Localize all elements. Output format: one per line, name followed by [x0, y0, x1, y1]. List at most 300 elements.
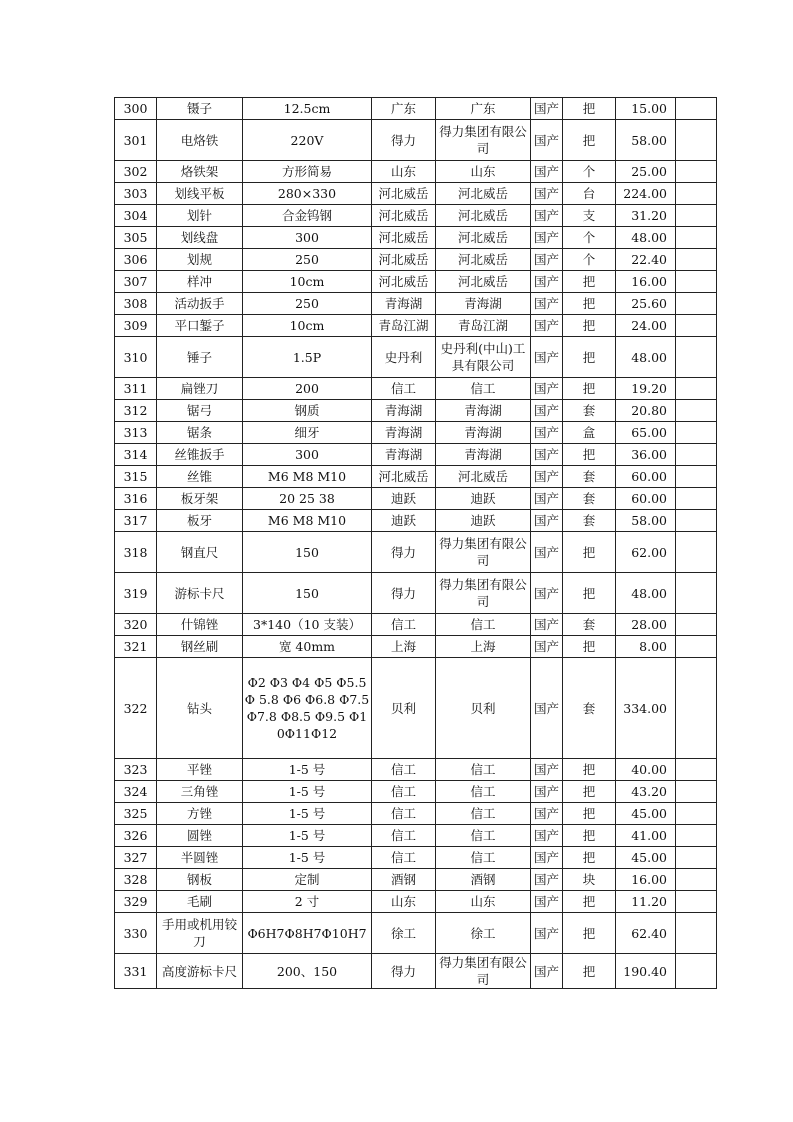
- item-name: 扁锉刀: [157, 378, 243, 400]
- table-row: [115, 120, 717, 161]
- item-note: [676, 120, 717, 161]
- item-spec: 220V: [243, 120, 372, 161]
- item-maker: 信工: [436, 614, 531, 636]
- item-origin: 国产: [531, 614, 563, 636]
- item-note: [676, 98, 717, 120]
- table-row: [115, 422, 717, 444]
- item-name: 丝锥扳手: [157, 444, 243, 466]
- item-unit: 把: [563, 337, 616, 378]
- table-row: [115, 227, 717, 249]
- item-name: 钢板: [157, 869, 243, 891]
- item-name: 电烙铁: [157, 120, 243, 161]
- item-maker: 信工: [436, 759, 531, 781]
- item-origin: 国产: [531, 183, 563, 205]
- item-spec: 20 25 38: [243, 488, 372, 510]
- item-maker: 信工: [436, 825, 531, 847]
- row-number: 303: [115, 183, 157, 205]
- item-price: 45.00: [616, 847, 676, 869]
- item-price: 19.20: [616, 378, 676, 400]
- table-row: [115, 378, 717, 400]
- table-body: [115, 98, 717, 989]
- item-price: 40.00: [616, 759, 676, 781]
- item-spec: 宽 40mm: [243, 636, 372, 658]
- item-maker: 得力集团有限公司: [436, 954, 531, 989]
- item-note: [676, 803, 717, 825]
- item-price: 28.00: [616, 614, 676, 636]
- item-unit: 把: [563, 315, 616, 337]
- table-row: [115, 488, 717, 510]
- item-maker: 信工: [436, 847, 531, 869]
- item-maker: 山东: [436, 891, 531, 913]
- item-name: 板牙: [157, 510, 243, 532]
- item-unit: 台: [563, 183, 616, 205]
- row-number: 318: [115, 532, 157, 573]
- item-note: [676, 825, 717, 847]
- item-name: 什锦锉: [157, 614, 243, 636]
- item-maker: 史丹利(中山)工具有限公司: [436, 337, 531, 378]
- item-name: 活动扳手: [157, 293, 243, 315]
- row-number: 324: [115, 781, 157, 803]
- item-origin: 国产: [531, 781, 563, 803]
- item-name: 三角锉: [157, 781, 243, 803]
- item-spec: 150: [243, 573, 372, 614]
- item-origin: 国产: [531, 658, 563, 759]
- item-spec: 300: [243, 444, 372, 466]
- item-spec: 2 寸: [243, 891, 372, 913]
- item-maker: 得力集团有限公司: [436, 120, 531, 161]
- item-maker: 河北威岳: [436, 183, 531, 205]
- item-name: 样冲: [157, 271, 243, 293]
- table-row: [115, 891, 717, 913]
- item-note: [676, 315, 717, 337]
- item-maker: 信工: [436, 378, 531, 400]
- item-unit: 套: [563, 466, 616, 488]
- item-note: [676, 400, 717, 422]
- item-origin: 国产: [531, 825, 563, 847]
- item-note: [676, 271, 717, 293]
- item-note: [676, 891, 717, 913]
- row-number: 320: [115, 614, 157, 636]
- table-row: [115, 205, 717, 227]
- item-price: 45.00: [616, 803, 676, 825]
- item-unit: 支: [563, 205, 616, 227]
- item-brand: 信工: [372, 825, 436, 847]
- table-row: [115, 636, 717, 658]
- item-unit: 把: [563, 444, 616, 466]
- item-origin: 国产: [531, 759, 563, 781]
- item-price: 190.40: [616, 954, 676, 989]
- item-price: 15.00: [616, 98, 676, 120]
- item-brand: 徐工: [372, 913, 436, 954]
- item-price: 11.20: [616, 891, 676, 913]
- item-origin: 国产: [531, 847, 563, 869]
- item-spec: 1-5 号: [243, 825, 372, 847]
- row-number: 315: [115, 466, 157, 488]
- row-number: 308: [115, 293, 157, 315]
- item-unit: 把: [563, 293, 616, 315]
- table-row: [115, 315, 717, 337]
- table-row: [115, 913, 717, 954]
- table-row: [115, 532, 717, 573]
- item-note: [676, 781, 717, 803]
- row-number: 321: [115, 636, 157, 658]
- item-unit: 把: [563, 954, 616, 989]
- item-price: 60.00: [616, 466, 676, 488]
- item-spec: 定制: [243, 869, 372, 891]
- item-origin: 国产: [531, 954, 563, 989]
- item-origin: 国产: [531, 444, 563, 466]
- item-spec: 1-5 号: [243, 803, 372, 825]
- item-unit: 个: [563, 249, 616, 271]
- item-brand: 迪跃: [372, 510, 436, 532]
- item-origin: 国产: [531, 249, 563, 271]
- item-spec: 1.5P: [243, 337, 372, 378]
- row-number: 316: [115, 488, 157, 510]
- table-row: [115, 954, 717, 989]
- item-unit: 套: [563, 658, 616, 759]
- row-number: 313: [115, 422, 157, 444]
- item-brand: 青海湖: [372, 422, 436, 444]
- item-note: [676, 466, 717, 488]
- item-unit: 把: [563, 573, 616, 614]
- table-row: [115, 337, 717, 378]
- item-price: 22.40: [616, 249, 676, 271]
- item-unit: 把: [563, 271, 616, 293]
- item-unit: 把: [563, 759, 616, 781]
- item-price: 224.00: [616, 183, 676, 205]
- item-note: [676, 293, 717, 315]
- item-brand: 河北威岳: [372, 249, 436, 271]
- row-number: 327: [115, 847, 157, 869]
- item-price: 48.00: [616, 337, 676, 378]
- row-number: 300: [115, 98, 157, 120]
- item-note: [676, 614, 717, 636]
- row-number: 307: [115, 271, 157, 293]
- item-note: [676, 913, 717, 954]
- row-number: 306: [115, 249, 157, 271]
- item-origin: 国产: [531, 636, 563, 658]
- item-name: 钢直尺: [157, 532, 243, 573]
- item-brand: 河北威岳: [372, 227, 436, 249]
- item-note: [676, 954, 717, 989]
- item-unit: 把: [563, 891, 616, 913]
- item-origin: 国产: [531, 803, 563, 825]
- item-brand: 上海: [372, 636, 436, 658]
- item-spec: Φ6H7Φ8H7Φ10H7: [243, 913, 372, 954]
- table-row: [115, 293, 717, 315]
- item-maker: 广东: [436, 98, 531, 120]
- table-row: [115, 614, 717, 636]
- item-origin: 国产: [531, 120, 563, 161]
- item-spec: 12.5cm: [243, 98, 372, 120]
- item-spec: 280×330: [243, 183, 372, 205]
- item-maker: 徐工: [436, 913, 531, 954]
- item-spec: M6 M8 M10: [243, 510, 372, 532]
- item-price: 334.00: [616, 658, 676, 759]
- table-row: [115, 466, 717, 488]
- item-maker: 贝利: [436, 658, 531, 759]
- item-note: [676, 847, 717, 869]
- item-brand: 信工: [372, 759, 436, 781]
- table-row: [115, 444, 717, 466]
- item-origin: 国产: [531, 488, 563, 510]
- item-brand: 河北威岳: [372, 271, 436, 293]
- row-number: 301: [115, 120, 157, 161]
- row-number: 323: [115, 759, 157, 781]
- item-note: [676, 658, 717, 759]
- item-origin: 国产: [531, 532, 563, 573]
- item-origin: 国产: [531, 161, 563, 183]
- item-price: 43.20: [616, 781, 676, 803]
- item-name: 丝锥: [157, 466, 243, 488]
- item-maker: 青海湖: [436, 422, 531, 444]
- item-brand: 得力: [372, 120, 436, 161]
- item-spec: 250: [243, 293, 372, 315]
- item-origin: 国产: [531, 98, 563, 120]
- row-number: 314: [115, 444, 157, 466]
- item-maker: 青海湖: [436, 444, 531, 466]
- item-price: 48.00: [616, 573, 676, 614]
- table-row: [115, 249, 717, 271]
- item-maker: 酒钢: [436, 869, 531, 891]
- item-maker: 迪跃: [436, 488, 531, 510]
- item-maker: 河北威岳: [436, 249, 531, 271]
- item-spec: 150: [243, 532, 372, 573]
- item-spec: 方形简易: [243, 161, 372, 183]
- item-note: [676, 573, 717, 614]
- item-maker: 青岛江湖: [436, 315, 531, 337]
- item-name: 划规: [157, 249, 243, 271]
- item-note: [676, 161, 717, 183]
- item-note: [676, 869, 717, 891]
- item-note: [676, 444, 717, 466]
- item-brand: 广东: [372, 98, 436, 120]
- item-unit: 把: [563, 532, 616, 573]
- item-name: 锤子: [157, 337, 243, 378]
- item-note: [676, 337, 717, 378]
- item-name: 手用或机用铰刀: [157, 913, 243, 954]
- table-row: [115, 847, 717, 869]
- row-number: 328: [115, 869, 157, 891]
- item-brand: 信工: [372, 847, 436, 869]
- table-row: [115, 510, 717, 532]
- row-number: 311: [115, 378, 157, 400]
- table-row: [115, 869, 717, 891]
- item-price: 62.00: [616, 532, 676, 573]
- item-brand: 贝利: [372, 658, 436, 759]
- item-brand: 得力: [372, 954, 436, 989]
- row-number: 330: [115, 913, 157, 954]
- item-unit: 个: [563, 227, 616, 249]
- item-unit: 把: [563, 803, 616, 825]
- row-number: 310: [115, 337, 157, 378]
- item-maker: 山东: [436, 161, 531, 183]
- item-price: 58.00: [616, 510, 676, 532]
- item-unit: 个: [563, 161, 616, 183]
- item-brand: 信工: [372, 781, 436, 803]
- item-price: 25.00: [616, 161, 676, 183]
- item-price: 31.20: [616, 205, 676, 227]
- item-maker: 得力集团有限公司: [436, 532, 531, 573]
- item-name: 毛刷: [157, 891, 243, 913]
- table-row: [115, 803, 717, 825]
- item-unit: 套: [563, 400, 616, 422]
- item-unit: 套: [563, 510, 616, 532]
- item-unit: 把: [563, 913, 616, 954]
- item-brand: 青海湖: [372, 444, 436, 466]
- item-spec: 钢质: [243, 400, 372, 422]
- item-unit: 把: [563, 378, 616, 400]
- item-spec: 合金钨钢: [243, 205, 372, 227]
- item-brand: 青海湖: [372, 400, 436, 422]
- item-origin: 国产: [531, 293, 563, 315]
- item-origin: 国产: [531, 869, 563, 891]
- item-name: 锯条: [157, 422, 243, 444]
- item-note: [676, 532, 717, 573]
- item-maker: 信工: [436, 803, 531, 825]
- item-brand: 信工: [372, 614, 436, 636]
- item-price: 20.80: [616, 400, 676, 422]
- item-name: 圆锉: [157, 825, 243, 847]
- item-price: 36.00: [616, 444, 676, 466]
- item-maker: 河北威岳: [436, 227, 531, 249]
- row-number: 331: [115, 954, 157, 989]
- item-maker: 信工: [436, 781, 531, 803]
- item-note: [676, 183, 717, 205]
- item-price: 62.40: [616, 913, 676, 954]
- item-price: 25.60: [616, 293, 676, 315]
- item-brand: 山东: [372, 891, 436, 913]
- item-spec: 1-5 号: [243, 759, 372, 781]
- table-row: [115, 161, 717, 183]
- item-spec: 300: [243, 227, 372, 249]
- item-brand: 得力: [372, 573, 436, 614]
- item-name: 平口錾子: [157, 315, 243, 337]
- item-origin: 国产: [531, 205, 563, 227]
- item-name: 游标卡尺: [157, 573, 243, 614]
- item-unit: 把: [563, 120, 616, 161]
- item-origin: 国产: [531, 315, 563, 337]
- item-spec: 10cm: [243, 271, 372, 293]
- row-number: 317: [115, 510, 157, 532]
- item-maker: 河北威岳: [436, 466, 531, 488]
- item-spec: 10cm: [243, 315, 372, 337]
- item-maker: 上海: [436, 636, 531, 658]
- item-name: 烙铁架: [157, 161, 243, 183]
- item-brand: 信工: [372, 803, 436, 825]
- table-row: [115, 825, 717, 847]
- item-brand: 酒钢: [372, 869, 436, 891]
- item-name: 钢丝刷: [157, 636, 243, 658]
- item-origin: 国产: [531, 422, 563, 444]
- item-spec: 200: [243, 378, 372, 400]
- item-spec: Φ2 Φ3 Φ4 Φ5 Φ5.5 Φ 5.8 Φ6 Φ6.8 Φ7.5 Φ7.8 Φ8.5 Φ9.5 Φ10Φ11Φ12: [243, 658, 372, 759]
- item-name: 板牙架: [157, 488, 243, 510]
- row-number: 322: [115, 658, 157, 759]
- item-origin: 国产: [531, 913, 563, 954]
- item-spec: 250: [243, 249, 372, 271]
- item-brand: 信工: [372, 378, 436, 400]
- item-brand: 青岛江湖: [372, 315, 436, 337]
- item-name: 镊子: [157, 98, 243, 120]
- item-brand: 得力: [372, 532, 436, 573]
- item-name: 高度游标卡尺: [157, 954, 243, 989]
- item-note: [676, 378, 717, 400]
- table-row: [115, 400, 717, 422]
- item-price: 24.00: [616, 315, 676, 337]
- table-row: [115, 271, 717, 293]
- item-note: [676, 422, 717, 444]
- item-maker: 河北威岳: [436, 205, 531, 227]
- item-maker: 青海湖: [436, 293, 531, 315]
- item-origin: 国产: [531, 891, 563, 913]
- row-number: 319: [115, 573, 157, 614]
- item-maker: 河北威岳: [436, 271, 531, 293]
- row-number: 304: [115, 205, 157, 227]
- row-number: 305: [115, 227, 157, 249]
- item-name: 划线平板: [157, 183, 243, 205]
- item-maker: 迪跃: [436, 510, 531, 532]
- item-note: [676, 759, 717, 781]
- item-origin: 国产: [531, 400, 563, 422]
- item-spec: 1-5 号: [243, 781, 372, 803]
- item-origin: 国产: [531, 337, 563, 378]
- item-origin: 国产: [531, 510, 563, 532]
- item-note: [676, 227, 717, 249]
- item-price: 16.00: [616, 271, 676, 293]
- item-brand: 史丹利: [372, 337, 436, 378]
- item-brand: 河北威岳: [372, 183, 436, 205]
- item-name: 锯弓: [157, 400, 243, 422]
- table-row: [115, 658, 717, 759]
- item-price: 16.00: [616, 869, 676, 891]
- item-note: [676, 636, 717, 658]
- item-name: 划线盘: [157, 227, 243, 249]
- item-spec: M6 M8 M10: [243, 466, 372, 488]
- row-number: 309: [115, 315, 157, 337]
- item-brand: 山东: [372, 161, 436, 183]
- item-unit: 套: [563, 614, 616, 636]
- table-row: [115, 98, 717, 120]
- item-origin: 国产: [531, 378, 563, 400]
- equipment-price-table: [114, 97, 717, 989]
- item-price: 60.00: [616, 488, 676, 510]
- item-price: 58.00: [616, 120, 676, 161]
- item-maker: 青海湖: [436, 400, 531, 422]
- item-note: [676, 249, 717, 271]
- row-number: 326: [115, 825, 157, 847]
- row-number: 329: [115, 891, 157, 913]
- item-name: 划针: [157, 205, 243, 227]
- item-brand: 河北威岳: [372, 205, 436, 227]
- item-brand: 迪跃: [372, 488, 436, 510]
- item-unit: 把: [563, 98, 616, 120]
- item-note: [676, 510, 717, 532]
- table-row: [115, 183, 717, 205]
- item-spec: 3*140（10 支装）: [243, 614, 372, 636]
- item-spec: 200、150: [243, 954, 372, 989]
- table-row: [115, 573, 717, 614]
- item-price: 8.00: [616, 636, 676, 658]
- item-unit: 把: [563, 781, 616, 803]
- item-brand: 河北威岳: [372, 466, 436, 488]
- item-origin: 国产: [531, 227, 563, 249]
- table-row: [115, 781, 717, 803]
- row-number: 312: [115, 400, 157, 422]
- item-unit: 把: [563, 825, 616, 847]
- item-name: 半圆锉: [157, 847, 243, 869]
- item-unit: 块: [563, 869, 616, 891]
